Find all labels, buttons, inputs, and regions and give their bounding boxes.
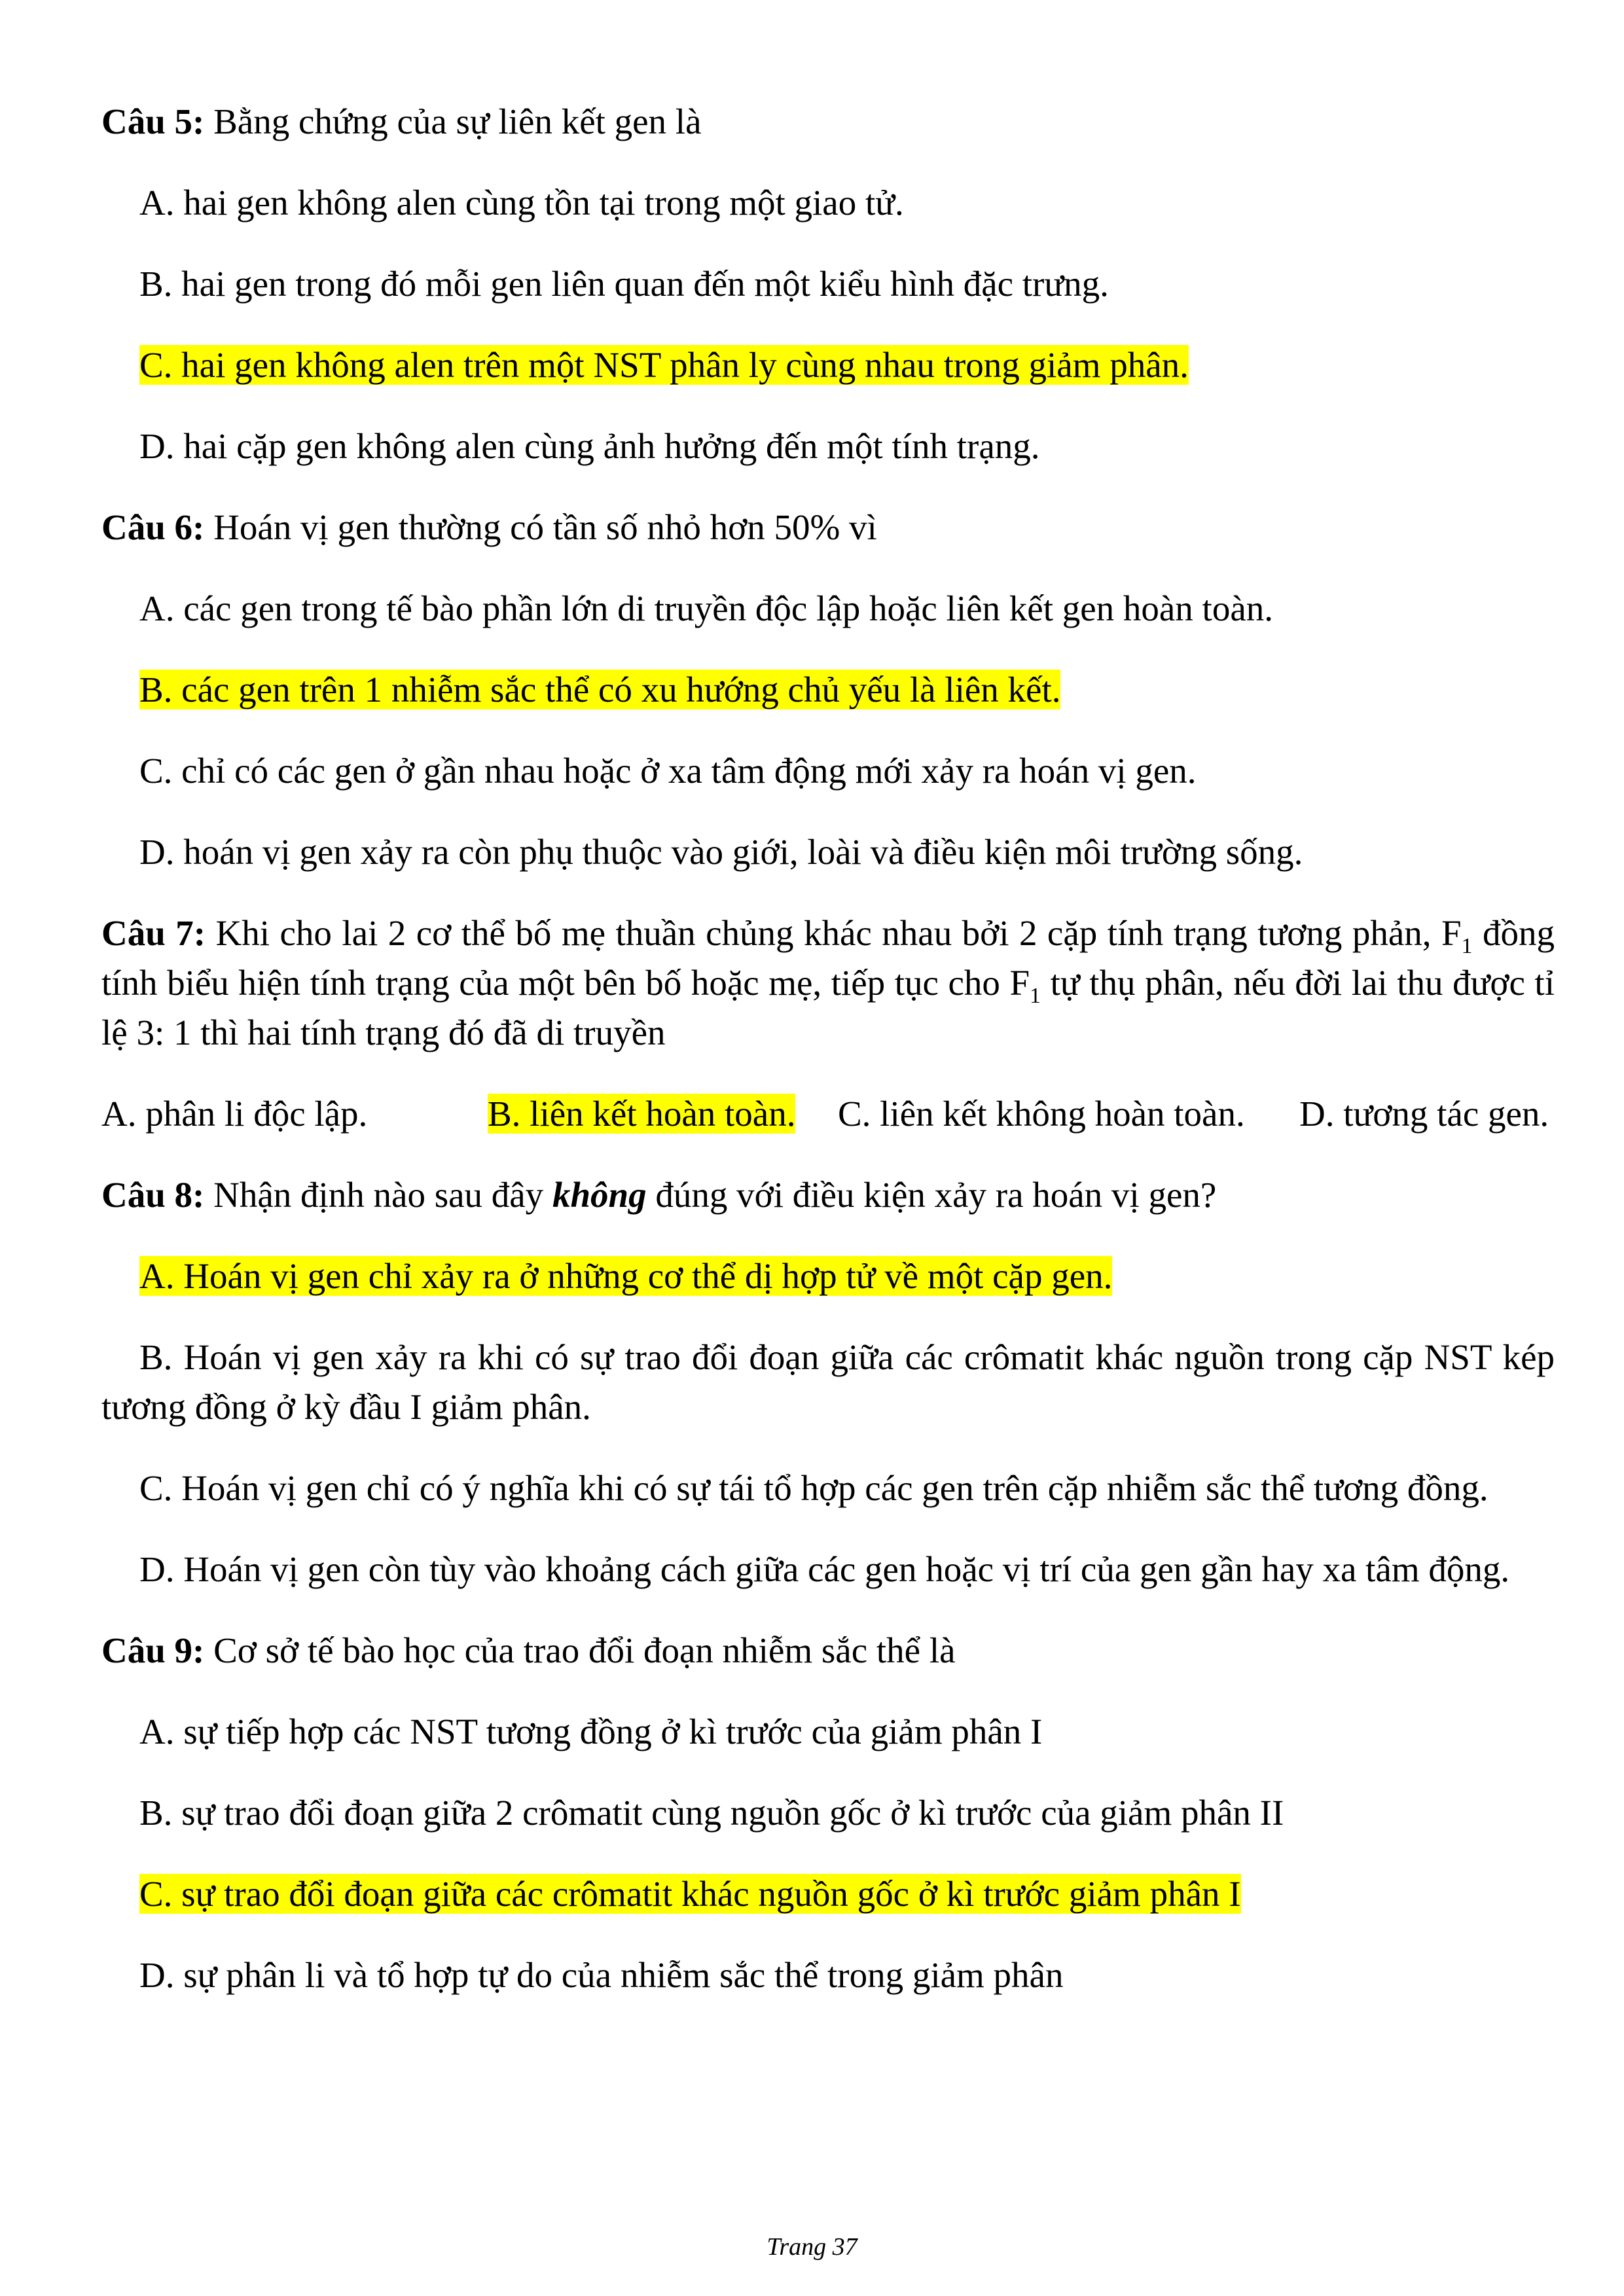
option-text: C. Hoán vị gen chỉ có ý nghĩa khi có sự tái tổ hợp các gen trên cặp nhiễm sắc thể tương đồng. — [139, 1468, 1489, 1508]
option-d — [139, 422, 1555, 471]
option-c — [139, 746, 1555, 796]
option-c-answer — [139, 1869, 1555, 1919]
option-b — [101, 1333, 1555, 1432]
option-a — [139, 584, 1555, 634]
option-text: C. chỉ có các gen ở gần nhau hoặc ở xa tâm động mới xảy ra hoán vị gen. — [139, 751, 1197, 791]
question-text: đồng tính biểu hiện tính trạng của một bên bố hoặc mẹ, tiếp tục cho F — [101, 913, 1555, 1003]
question-8 — [101, 1170, 1555, 1220]
options-row — [101, 1089, 1555, 1139]
option-a — [139, 1707, 1555, 1757]
subscript: 1 — [1030, 984, 1041, 1008]
option-text: D. Hoán vị gen còn tùy vào khoảng cách giữa các gen hoặc vị trí của gen gần hay xa tâm động. — [139, 1549, 1510, 1589]
question-label: Câu 6: — [101, 507, 205, 547]
subscript: 1 — [1461, 934, 1473, 958]
option-a — [139, 178, 1555, 228]
highlighted-answer: B. các gen trên 1 nhiễm sắc thể có xu hướng chủ yếu là liên kết. — [139, 670, 1061, 709]
option-text: D. hoán vị gen xảy ra còn phụ thuộc vào giới, loài và điều kiện môi trường sống. — [139, 832, 1303, 872]
question-5 — [101, 97, 1555, 147]
option-a: A. phân li độc lập. — [101, 1094, 368, 1134]
question-text: đúng với điều kiện xảy ra hoán vị gen? — [646, 1175, 1217, 1215]
option-text: B. hai gen trong đó mỗi gen liên quan đến một kiểu hình đặc trưng. — [139, 264, 1109, 304]
option-d — [101, 1545, 1555, 1594]
question-text: tự thụ phân, nếu đời lai thu được tỉ lệ 3: 1 thì hai tính trạng đó đã di truyền — [101, 963, 1555, 1052]
option-d — [139, 827, 1555, 877]
option-b — [139, 259, 1555, 309]
question-label: Câu 5: — [101, 101, 205, 141]
option-text: B. sự trao đổi đoạn giữa 2 crômatit cùng nguồn gốc ở kì trước của giảm phân II — [139, 1793, 1284, 1833]
content — [101, 97, 1555, 2032]
question-6 — [101, 503, 1555, 552]
option-text: A. hai gen không alen cùng tồn tại trong một giao tử. — [139, 183, 904, 223]
option-b — [139, 1788, 1555, 1838]
highlighted-answer: C. hai gen không alen trên một NST phân ly cùng nhau trong giảm phân. — [139, 345, 1189, 385]
option-text: D. sự phân li và tổ hợp tự do của nhiễm sắc thể trong giảm phân — [139, 1955, 1064, 1995]
highlighted-answer: B. liên kết hoàn toàn. — [488, 1094, 796, 1134]
option-b-answer — [139, 665, 1555, 715]
question-label: Câu 8: — [101, 1175, 205, 1215]
question-text: Khi cho lai 2 cơ thể bố mẹ thuần chủng khác nhau bởi 2 cặp tính trạng tương phản, F — [206, 913, 1462, 953]
option-d — [139, 1950, 1555, 2000]
question-text: Nhận định nào sau đây — [204, 1175, 552, 1215]
option-c — [101, 1463, 1555, 1513]
question-text: Cơ sở tế bào học của trao đổi đoạn nhiễm sắc thể là — [204, 1630, 956, 1670]
option-d: D. tương tác gen. — [1299, 1094, 1549, 1134]
option-text: B. Hoán vị gen xảy ra khi có sự trao đổi đoạn giữa các crômatit khác nguồn trong cặp NST kép tương đồng ở kỳ đầu I giảm phân. — [101, 1337, 1555, 1427]
option-a-answer — [139, 1251, 1555, 1301]
option-text: A. các gen trong tế bào phần lớn di truyền độc lập hoặc liên kết gen hoàn toàn. — [139, 588, 1273, 628]
question-text: Hoán vị gen thường có tần số nhỏ hơn 50% vì — [204, 507, 877, 547]
question-7 — [101, 908, 1555, 1058]
question-label: Câu 7: — [101, 913, 206, 953]
question-9 — [101, 1626, 1555, 1676]
question-text: Bằng chứng của sự liên kết gen là — [204, 101, 702, 141]
option-c: C. liên kết không hoàn toàn. — [838, 1094, 1245, 1134]
option-text: D. hai cặp gen không alen cùng ảnh hưởng đến một tính trạng. — [139, 426, 1040, 466]
page-number: Trang 37 — [767, 2233, 857, 2261]
emphasis: không — [552, 1175, 647, 1215]
option-text: A. sự tiếp hợp các NST tương đồng ở kì trước của giảm phân I — [139, 1712, 1043, 1751]
option-c-answer — [139, 340, 1555, 390]
question-label: Câu 9: — [101, 1630, 205, 1670]
highlighted-answer: A. Hoán vị gen chỉ xảy ra ở những cơ thể dị hợp tử về một cặp gen. — [139, 1256, 1113, 1296]
highlighted-answer: C. sự trao đổi đoạn giữa các crômatit khác nguồn gốc ở kì trước giảm phân I — [139, 1874, 1241, 1914]
